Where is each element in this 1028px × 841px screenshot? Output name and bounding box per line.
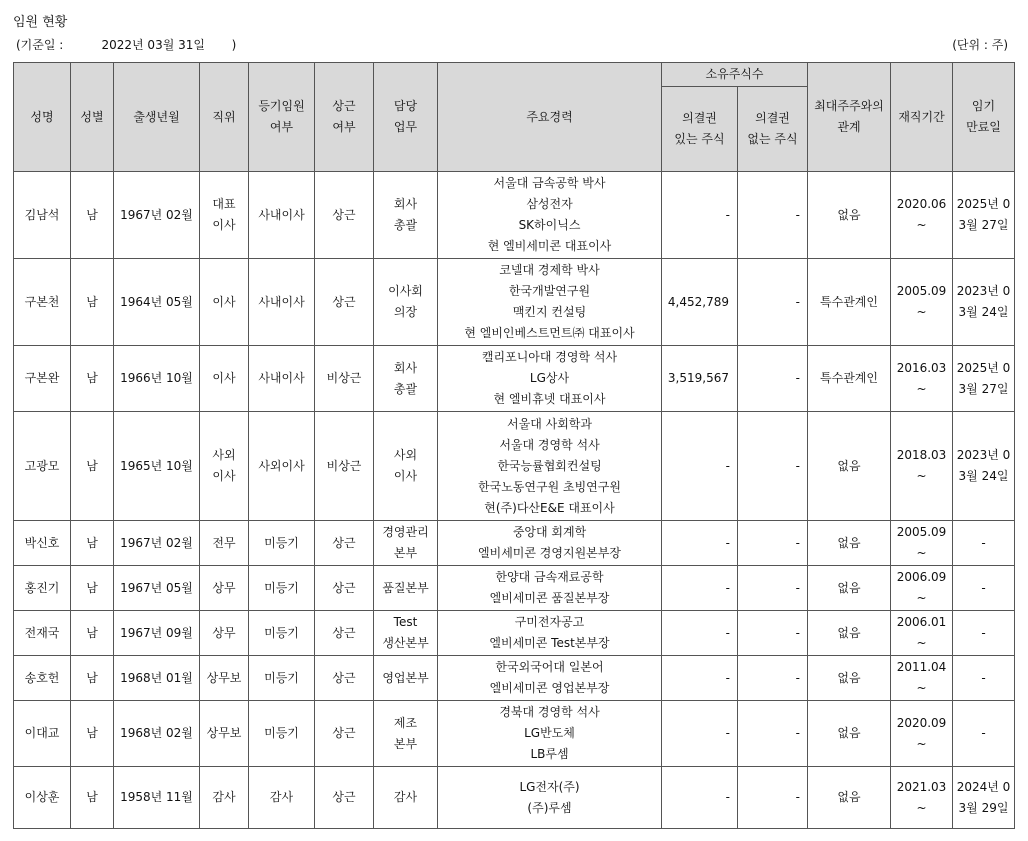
basis-date: 2022년 03월 31일: [101, 38, 205, 52]
cell-gender: 남: [71, 521, 114, 566]
cell-gender: 남: [71, 611, 114, 656]
officers-table: [13, 62, 1015, 829]
table-row: [14, 656, 1015, 701]
cell-gender: 남: [71, 767, 114, 829]
cell-registered: 미등기: [249, 521, 315, 566]
cell-duty: [374, 521, 438, 566]
tenure-line: 2006.09: [896, 570, 947, 584]
career-line: 현(주)다산E&E 대표이사: [484, 500, 615, 515]
cell-nonvoting: -: [738, 656, 808, 701]
header-registered-line: 여부: [269, 120, 294, 134]
cell-registered: 미등기: [249, 611, 315, 656]
cell-duty: [374, 259, 438, 346]
career-line: 한양대 금속재료공학: [495, 570, 604, 584]
cell-name: 김남석: [14, 172, 71, 259]
cell-birth: 1966년 10월: [114, 346, 200, 412]
header-nonvoting-line: 의결권: [755, 111, 790, 125]
career-line: 현 엘비세미콘 대표이사: [487, 239, 612, 253]
cell-name: 박신호: [14, 521, 71, 566]
header-nonvoting: [738, 87, 808, 172]
basis-suffix: ): [231, 38, 237, 52]
header-nonvoting-line: 없는 주식: [747, 132, 798, 146]
cell-fulltime: 비상근: [315, 346, 374, 412]
cell-term: 2025년 03월 27일: [953, 346, 1015, 412]
cell-voting: -: [662, 611, 738, 656]
cell-relation: 없음: [808, 701, 891, 767]
cell-tenure: [891, 767, 953, 829]
position-line: 상무보: [206, 726, 242, 740]
cell-tenure: [891, 259, 953, 346]
cell-term: -: [953, 656, 1015, 701]
career-line: 한국노동연구원 초빙연구원: [478, 479, 621, 494]
cell-tenure: [891, 701, 953, 767]
career-line: 경북대 경영학 석사: [499, 705, 600, 719]
cell-duty: [374, 767, 438, 829]
cell-birth: 1967년 05월: [114, 566, 200, 611]
cell-gender: 남: [71, 656, 114, 701]
position-line: 전무: [212, 535, 236, 550]
cell-position: [200, 412, 249, 521]
cell-duty: [374, 412, 438, 521]
cell-fulltime: 상근: [315, 656, 374, 701]
position-line: 이사: [212, 294, 236, 309]
cell-birth: 1967년 09월: [114, 611, 200, 656]
cell-gender: 남: [71, 701, 114, 767]
cell-career: [438, 566, 662, 611]
cell-relation: 없음: [808, 656, 891, 701]
tenure-line: 2020.09: [896, 715, 947, 730]
cell-registered: 사내이사: [249, 259, 315, 346]
position-line: 상무: [212, 580, 236, 595]
cell-position: [200, 701, 249, 767]
cell-term: 2023년 03월 24일: [953, 412, 1015, 521]
cell-career: [438, 656, 662, 701]
tenure-line: ~: [916, 681, 927, 695]
cell-fulltime: 상근: [315, 611, 374, 656]
header-birth: 출생년월: [114, 63, 200, 172]
duty-line: 영업본부: [382, 670, 429, 685]
career-line: 코넬대 경제학 박사: [499, 263, 600, 277]
tenure-line: ~: [916, 381, 927, 396]
cell-birth: 1965년 10월: [114, 412, 200, 521]
header-registered-line: 등기임원: [258, 99, 305, 113]
cell-relation: 없음: [808, 521, 891, 566]
duty-line: 품질본부: [382, 580, 429, 595]
duty-line: 회사: [393, 197, 418, 211]
career-line: 현 엘비휴넷 대표이사: [493, 392, 606, 406]
tenure-line: ~: [916, 636, 927, 650]
header-registered: [249, 63, 315, 172]
duty-line: Test: [393, 615, 418, 629]
cell-nonvoting: -: [738, 412, 808, 521]
header-duty: [374, 63, 438, 172]
tenure-line: 2006.01: [896, 615, 947, 629]
career-line: (주)루셈: [527, 800, 572, 815]
header-gender: 성별: [71, 63, 114, 172]
cell-tenure: [891, 566, 953, 611]
header-relation-line: 관계: [837, 120, 861, 134]
duty-line: 이사: [393, 469, 418, 483]
career-line: 한국외국어대 일본어: [495, 660, 604, 674]
header-career: 주요경력: [438, 63, 662, 172]
position-line: 감사: [212, 790, 236, 804]
table-row: [14, 767, 1015, 829]
cell-registered: 사내이사: [249, 346, 315, 412]
table-row: [14, 172, 1015, 259]
table-row: [14, 521, 1015, 566]
duty-line: 회사: [393, 360, 418, 375]
cell-birth: 1968년 02월: [114, 701, 200, 767]
tenure-line: 2011.04: [896, 660, 947, 674]
career-line: 한국능률협회컨설팅: [497, 458, 602, 473]
cell-name: 홍진기: [14, 566, 71, 611]
career-line: 캘리포니아대 경영학 석사: [481, 350, 618, 364]
cell-position: [200, 521, 249, 566]
cell-name: 구본완: [14, 346, 71, 412]
cell-name: 송호헌: [14, 656, 71, 701]
cell-relation: 없음: [808, 172, 891, 259]
cell-position: [200, 767, 249, 829]
cell-voting: -: [662, 701, 738, 767]
cell-relation: 없음: [808, 412, 891, 521]
tenure-line: 2005.09: [896, 525, 947, 539]
cell-position: [200, 656, 249, 701]
basis-prefix: (기준일 :: [16, 38, 64, 52]
cell-fulltime: 상근: [315, 259, 374, 346]
cell-registered: 감사: [249, 767, 315, 829]
cell-duty: [374, 611, 438, 656]
position-line: 이사: [212, 218, 236, 232]
career-line: 삼성전자: [526, 197, 573, 211]
cell-voting: -: [662, 521, 738, 566]
cell-career: [438, 412, 662, 521]
duty-line: 사외: [393, 448, 418, 462]
duty-line: 제조: [393, 715, 418, 730]
header-name: 성명: [14, 63, 71, 172]
cell-voting: 3,519,567: [662, 346, 738, 412]
cell-tenure: [891, 521, 953, 566]
cell-career: [438, 767, 662, 829]
tenure-line: 2021.03: [896, 779, 947, 794]
cell-career: [438, 346, 662, 412]
cell-term: 2025년 03월 27일: [953, 172, 1015, 259]
header-fulltime-line: 상근: [332, 99, 356, 113]
career-line: 엘비세미콘 영업본부장: [489, 681, 610, 695]
header-term: [953, 63, 1015, 172]
header-fulltime-line: 여부: [332, 120, 356, 134]
basis-date-label: [16, 36, 236, 53]
duty-line: 총괄: [393, 381, 418, 396]
cell-relation: 없음: [808, 767, 891, 829]
cell-birth: 1968년 01월: [114, 656, 200, 701]
cell-duty: [374, 346, 438, 412]
cell-registered: 미등기: [249, 656, 315, 701]
officer-rows: [14, 172, 1015, 829]
cell-birth: 1967년 02월: [114, 172, 200, 259]
unit-label: (단위 : 주): [952, 38, 1008, 52]
cell-position: [200, 566, 249, 611]
career-line: LB루셈: [530, 747, 569, 761]
career-line: 서울대 사회학과: [507, 416, 592, 431]
cell-tenure: [891, 656, 953, 701]
duty-line: 의장: [393, 305, 418, 319]
header-relation: [808, 63, 891, 172]
cell-fulltime: 상근: [315, 521, 374, 566]
cell-fulltime: 상근: [315, 566, 374, 611]
cell-position: [200, 611, 249, 656]
cell-name: 전재국: [14, 611, 71, 656]
cell-voting: -: [662, 767, 738, 829]
duty-line: 경영관리: [382, 525, 429, 539]
cell-voting: -: [662, 656, 738, 701]
cell-registered: 미등기: [249, 566, 315, 611]
cell-voting: -: [662, 172, 738, 259]
cell-duty: [374, 566, 438, 611]
cell-fulltime: 비상근: [315, 412, 374, 521]
table-row: [14, 611, 1015, 656]
cell-tenure: [891, 412, 953, 521]
tenure-line: 2020.06: [896, 197, 947, 211]
tenure-line: ~: [916, 469, 927, 483]
cell-relation: 없음: [808, 611, 891, 656]
tenure-line: ~: [916, 546, 927, 560]
tenure-line: 2016.03: [896, 360, 947, 375]
tenure-line: ~: [916, 305, 927, 319]
cell-nonvoting: -: [738, 172, 808, 259]
cell-position: [200, 172, 249, 259]
cell-relation: 특수관계인: [808, 259, 891, 346]
career-line: 중앙대 회계학: [512, 525, 587, 539]
cell-gender: 남: [71, 412, 114, 521]
tenure-line: ~: [916, 736, 927, 751]
cell-gender: 남: [71, 259, 114, 346]
table-row: [14, 259, 1015, 346]
career-line: SK하이닉스: [518, 218, 581, 232]
cell-voting: -: [662, 566, 738, 611]
table-row: [14, 412, 1015, 521]
cell-duty: [374, 701, 438, 767]
career-line: LG상사: [529, 371, 570, 385]
header-voting-line: 의결권: [682, 111, 717, 125]
cell-voting: 4,452,789: [662, 259, 738, 346]
cell-nonvoting: -: [738, 521, 808, 566]
header-voting-line: 있는 주식: [674, 132, 725, 146]
cell-tenure: [891, 346, 953, 412]
page-title: 임원 현황: [13, 15, 68, 30]
tenure-line: 2005.09: [896, 284, 947, 298]
cell-career: [438, 701, 662, 767]
table-row: [14, 701, 1015, 767]
cell-birth: 1964년 05월: [114, 259, 200, 346]
position-line: 대표: [212, 197, 236, 211]
cell-term: 2023년 03월 24일: [953, 259, 1015, 346]
career-line: 엘비세미콘 품질본부장: [489, 591, 610, 605]
position-line: 상무보: [206, 670, 242, 685]
career-line: 엘비세미콘 Test본부장: [489, 636, 610, 650]
cell-duty: [374, 656, 438, 701]
career-line: 현 엘비인베스트먼트㈜ 대표이사: [464, 326, 635, 340]
tenure-line: ~: [916, 218, 927, 232]
cell-nonvoting: -: [738, 767, 808, 829]
career-line: 서울대 금속공학 박사: [493, 176, 606, 190]
cell-career: [438, 172, 662, 259]
header-term-line: 만료일: [966, 120, 1001, 134]
header-fulltime: [315, 63, 374, 172]
career-line: 구미전자공고: [514, 615, 585, 629]
cell-nonvoting: -: [738, 701, 808, 767]
cell-relation: 없음: [808, 566, 891, 611]
cell-registered: 사외이사: [249, 412, 315, 521]
cell-name: 구본천: [14, 259, 71, 346]
cell-voting: -: [662, 412, 738, 521]
cell-fulltime: 상근: [315, 767, 374, 829]
header-tenure: 재직기간: [891, 63, 953, 172]
cell-birth: 1958년 11월: [114, 767, 200, 829]
cell-term: -: [953, 566, 1015, 611]
header-duty-line: 업무: [393, 120, 418, 134]
cell-duty: [374, 172, 438, 259]
duty-line: 본부: [393, 546, 418, 560]
duty-line: 본부: [393, 736, 418, 751]
cell-nonvoting: -: [738, 566, 808, 611]
header-shares-group: 소유주식수: [662, 63, 808, 87]
header-duty-line: 담당: [393, 99, 418, 113]
duty-line: 감사: [393, 790, 418, 804]
cell-nonvoting: -: [738, 346, 808, 412]
cell-career: [438, 259, 662, 346]
cell-relation: 특수관계인: [808, 346, 891, 412]
duty-line: 총괄: [393, 218, 418, 232]
career-line: 서울대 경영학 석사: [499, 437, 600, 452]
cell-term: -: [953, 701, 1015, 767]
cell-registered: 미등기: [249, 701, 315, 767]
tenure-line: ~: [916, 591, 927, 605]
career-line: 한국개발연구원: [508, 284, 591, 298]
cell-career: [438, 521, 662, 566]
position-line: 사외: [212, 448, 236, 462]
cell-gender: 남: [71, 172, 114, 259]
table-row: [14, 566, 1015, 611]
cell-birth: 1967년 02월: [114, 521, 200, 566]
career-line: 맥킨지 컨설팅: [512, 305, 587, 319]
header-relation-line: 최대주주와의: [814, 99, 884, 113]
cell-term: -: [953, 521, 1015, 566]
duty-line: 이사회: [388, 284, 423, 298]
cell-career: [438, 611, 662, 656]
cell-gender: 남: [71, 346, 114, 412]
career-line: 엘비세미콘 경영지원본부장: [478, 546, 621, 560]
header-voting: [662, 87, 738, 172]
cell-position: [200, 259, 249, 346]
tenure-line: ~: [916, 800, 927, 815]
cell-registered: 사내이사: [249, 172, 315, 259]
cell-name: 이대교: [14, 701, 71, 767]
position-line: 상무: [212, 625, 236, 640]
table-row: [14, 346, 1015, 412]
cell-term: 2024년 03월 29일: [953, 767, 1015, 829]
career-line: LG반도체: [524, 726, 575, 740]
cell-name: 이상훈: [14, 767, 71, 829]
position-line: 이사: [212, 469, 236, 483]
position-line: 이사: [212, 371, 236, 385]
cell-name: 고광모: [14, 412, 71, 521]
cell-position: [200, 346, 249, 412]
cell-gender: 남: [71, 566, 114, 611]
header-position: 직위: [200, 63, 249, 172]
cell-fulltime: 상근: [315, 172, 374, 259]
duty-line: 생산본부: [382, 636, 429, 650]
header-term-line: 임기: [971, 99, 996, 113]
career-line: LG전자(주): [519, 779, 580, 794]
cell-nonvoting: -: [738, 259, 808, 346]
cell-tenure: [891, 611, 953, 656]
cell-tenure: [891, 172, 953, 259]
cell-term: -: [953, 611, 1015, 656]
cell-nonvoting: -: [738, 611, 808, 656]
cell-fulltime: 상근: [315, 701, 374, 767]
tenure-line: 2018.03: [896, 448, 947, 462]
